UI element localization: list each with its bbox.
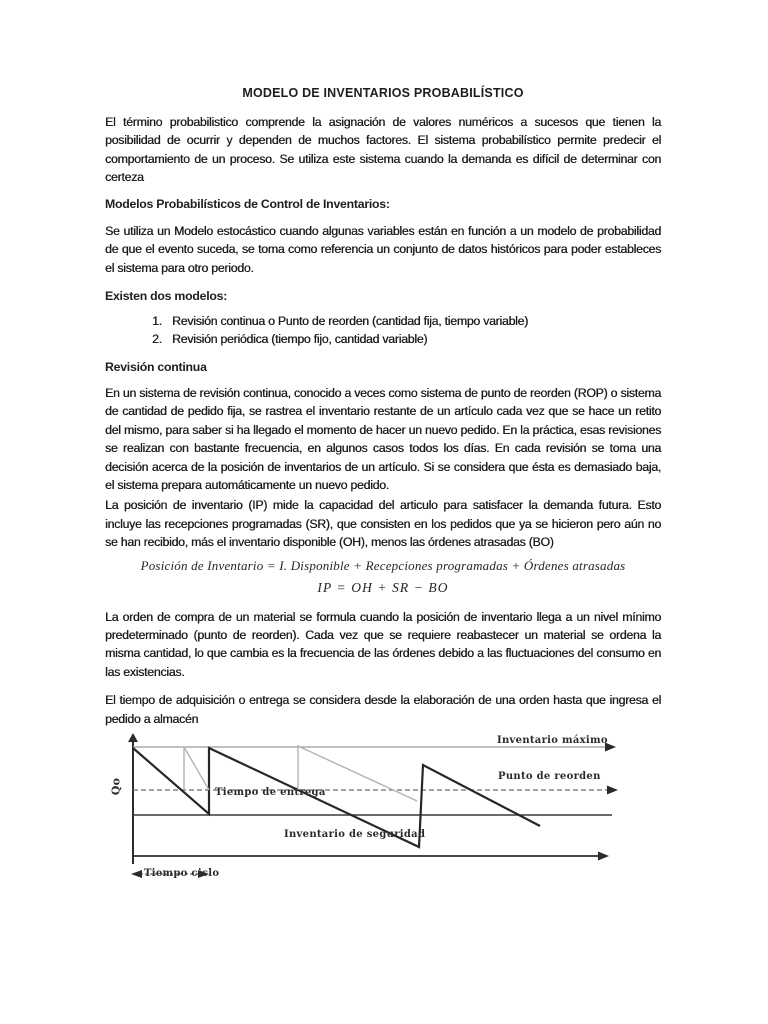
- y-axis-label-qo: Qo: [109, 777, 123, 796]
- list-item-revision-periodica: [105, 330, 661, 348]
- paragraph-modelo-estocastico: Se utiliza un Modelo estocástico cuando algunas variables están en función a un modelo de probabilidad de que el evento suceda, se toma como referencia un conjunto de datos históricos para poder estableces el sistema para otro periodo.: [105, 224, 661, 275]
- label-tiempo-ciclo: Tiempo ciclo: [144, 867, 220, 879]
- page-title: MODELO DE INVENTARIOS PROBABILÍSTICO: [242, 86, 524, 100]
- label-punto-de-reorden: Punto de reorden: [498, 770, 601, 782]
- list-item-number: 1.: [152, 313, 162, 328]
- list-item-revision-continua: [105, 312, 661, 330]
- formula-ip-oh-sr-bo: IP = OH + SR − BO: [317, 579, 449, 595]
- label-inventario-seguridad: Inventario de seguridad: [284, 828, 426, 840]
- formula-posicion-inventario: Posición de Inventario = I. Disponible + Recepciones programadas + Órdenes atrasadas: [140, 557, 626, 573]
- list-item-text: Revisión continua o Punto de reorden (cantidad fija, tiempo variable): [172, 313, 528, 328]
- list-item-number: 2.: [152, 332, 162, 347]
- heading-existen-dos-modelos: Existen dos modelos:: [105, 289, 228, 304]
- label-tiempo-de-entrega: Tiempo de entrega: [215, 786, 326, 798]
- list-item-text: Revisión periódica (tiempo fijo, cantidad variable): [172, 332, 428, 347]
- paragraph-tiempo-adquisicion: El tiempo de adquisición o entrega se considera desde la elaboración de una orden hasta que ingresa el pedido a almacén: [105, 693, 661, 726]
- label-inventario-maximo: Inventario máximo: [497, 734, 608, 746]
- paragraph-posicion-inventario: La posición de inventario (IP) mide la capacidad del articulo para satisfacer la demanda futura. Esto incluye las recepciones programadas (SR), que consisten en los pedidos que ya se hicieron pero aún no se han recibido, más el inventario disponible (OH), menos las órdenes atrasadas (BO): [105, 498, 661, 550]
- models-numbered-list: [105, 312, 661, 349]
- paragraph-sistema-revision-continua: En un sistema de revisión continua, conocido a veces como sistema de punto de reorden (ROP) o sistema de cantidad de pedido fija, se rastrea el inventario restante de un artículo cada vez que se hace un retito del mismo, para saber si ha llegado el momento de hacer un nuevo pedido. En la práctica, esas revisiones se realizan con bastante frecuencia, en algunos casos todos los días. En cada revisión se toma una decisión acerca de la posición de inventarios de un artículo. Si se considera que ésta es demasiado baja, el sistema prepara automáticamente un nuevo pedido.: [105, 385, 661, 492]
- inventory-sawtooth-chart: [60, 733, 685, 901]
- heading-revision-continua: Revisión continua: [105, 360, 207, 375]
- paragraph-termino-probabilistico: El término probabilistico comprende la asignación de valores numéricos a sucesos que tienen la posibilidad de ocurrir y dependen de muchos factores. El sistema probabilístico permite predecir el comportamiento de un proceso. Se utiliza este sistema cuando la demanda es difícil de determinar con certeza: [105, 115, 661, 185]
- paragraph-orden-de-compra: La orden de compra de un material se formula cuando la posición de inventario llega a un nivel mínimo predeterminado (punto de reorden). Cada vez que se requiere reabastecer un material se ordena la misma cantidad, lo que cambia es la frecuencia de las órdenes debido a las fluctuaciones del consumo en las existencias.: [105, 609, 661, 679]
- heading-modelos-probabilisticos: Modelos Probabilísticos de Control de Inventarios:: [105, 196, 390, 211]
